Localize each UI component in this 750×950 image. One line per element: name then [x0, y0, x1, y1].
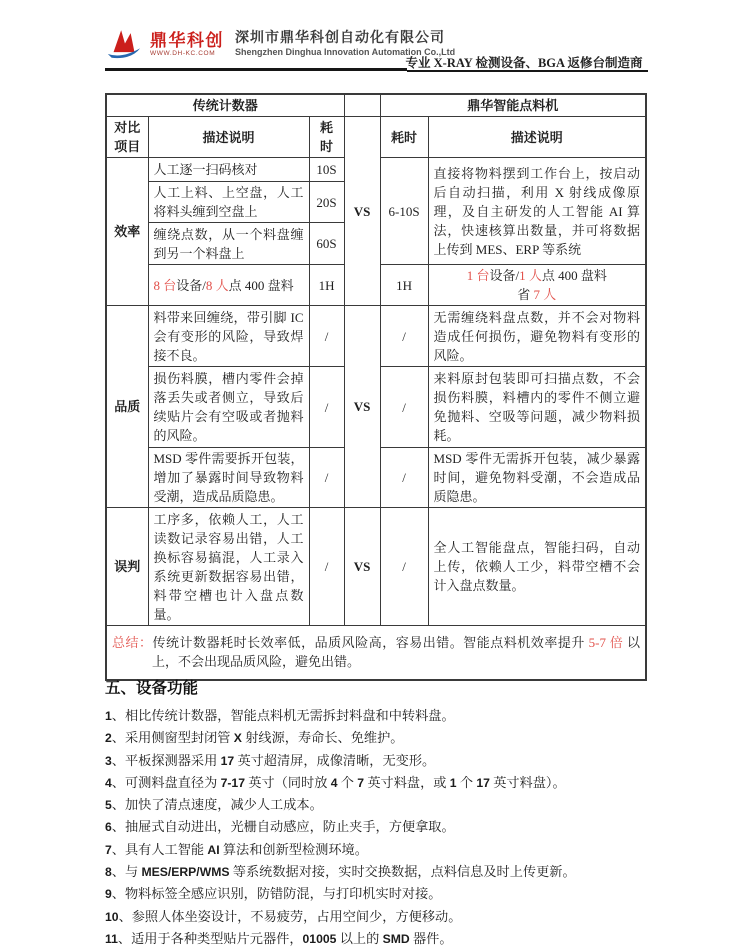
feature-item-3: 3、平板探测器采用 17 英寸超清屏，成像清晰，无变形。	[105, 752, 436, 768]
quality-right-desc-1: 无需缠绕料盘点数，并不会对物料造成任何损伤，避免物料有变形的风险。	[428, 306, 646, 367]
company-tagline: 专业 X-RAY 检测设备、BGA 返修台制造商	[405, 56, 643, 70]
brand-block	[150, 32, 224, 58]
comparison-table	[105, 93, 647, 681]
efficiency-left-desc-1: 人工逐一扫码核对	[148, 158, 309, 182]
feature-item-2: 2、采用侧窗型封闭管 X 射线源，寿命长、免维护。	[105, 730, 404, 746]
summary-text: 总结：传统计数器耗时长效率低，品质风险高，容易出错。智能点料机效率提升 5-7 倍 以上，不会出现品质风险，避免出错。	[112, 635, 640, 670]
brand-name: 鼎华科创	[150, 30, 224, 50]
table-title-dinghua: 鼎华智能点料机	[380, 94, 646, 117]
col-header-desc-right: 描述说明	[428, 117, 646, 158]
efficiency-right-total-line2: 省 7 人	[517, 287, 557, 302]
row-label-misjudge: 误判	[106, 508, 148, 626]
feature-list	[105, 705, 655, 950]
misjudge-left-time: /	[309, 508, 344, 626]
features-section	[105, 676, 655, 950]
feature-item-1: 1、相比传统计数器，智能点料机无需拆封料盘和中转料盘。	[105, 708, 455, 723]
summary-row	[106, 626, 646, 680]
brand-website: WWW.DH-KC.COM	[150, 49, 216, 57]
col-header-time-left: 耗时	[309, 117, 344, 158]
letterhead	[0, 0, 750, 90]
company-logo-icon	[105, 28, 143, 61]
feature-item-8: 8、与 MES/ERP/WMS 等系统数据对接，实时交换数据，点料信息及时上传更新。	[105, 864, 576, 880]
quality-right-desc-3: MSD 零件无需拆开包装，减少暴露时间，避免物料受潮，不会造成品质隐患。	[428, 448, 646, 508]
efficiency-right-total	[428, 265, 646, 306]
header-rule-thick	[105, 68, 407, 71]
misjudge-left-desc: 工序多，依赖人工，人工读数记录容易出错，人工换标容易搞混，人工录入系统更新数据容易出错，料带空槽也计入盘点数量。	[148, 508, 309, 626]
efficiency-right-total-line1: 1 台设备/1 人点 400 盘料	[466, 268, 607, 283]
quality-right-time-3: /	[380, 448, 428, 508]
vs-label-quality: VS	[344, 306, 380, 508]
feature-item-7: 7、具有人工智能 AI 算法和创新型检测环境。	[105, 841, 368, 857]
feature-item-11: 11、适用于各种类型贴片元器件，01005 以上的 SMD 器件。	[105, 930, 453, 946]
quality-left-desc-2: 损伤料膜，槽内零件会掉落丢失或者侧立，导致后续贴片会有空吸或者抛料的风险。	[148, 367, 309, 448]
feature-item-4: 4、可测料盘直径为 7-17 英寸（同时放 4 个 7 英寸料盘，或 1 个 17 英寸料盘）。	[105, 774, 566, 790]
feature-item-9: 9、物料标签全感应识别，防错防混，与打印机实时对接。	[105, 886, 442, 902]
table-title-traditional: 传统计数器	[106, 94, 344, 117]
feature-item-5: 5、加快了清点速度，减少人工成本。	[105, 797, 323, 813]
col-header-desc-left: 描述说明	[148, 117, 309, 158]
quality-left-time-1: /	[309, 306, 344, 367]
company-name-cn: 深圳市鼎华科创自动化有限公司	[235, 31, 445, 47]
misjudge-right-desc: 全人工智能盘点，智能扫码，自动上传，依赖人工少，料带空槽不会计入盘点数量。	[428, 508, 646, 626]
gap-cell	[344, 94, 380, 117]
row-label-quality: 品质	[106, 306, 148, 508]
quality-right-desc-2: 来料原封包装即可扫描点数，不会损伤料膜，料槽内的零件不侧立避免抛料、空吸等问题，减少物料损耗。	[428, 367, 646, 448]
section-heading: 五、设备功能	[105, 680, 199, 697]
feature-item-6: 6、抽屉式自动进出，光栅自动感应，防止夹手，方便拿取。	[105, 819, 455, 835]
quality-left-time-2: /	[309, 367, 344, 448]
quality-left-time-3: /	[309, 448, 344, 508]
company-name-en: Shengzhen Dinghua Innovation Automation Co.,Ltd	[235, 47, 456, 58]
efficiency-left-time-2: 20S	[309, 182, 344, 223]
vs-label-efficiency: VS	[344, 117, 380, 306]
feature-item-10: 10、参照人体坐姿设计，不易疲劳，占用空间少，方便移动。	[105, 908, 462, 924]
efficiency-left-time-3: 60S	[309, 223, 344, 265]
row-label-efficiency: 效率	[106, 158, 148, 306]
vs-label-misjudge: VS	[344, 508, 380, 626]
quality-right-time-1: /	[380, 306, 428, 367]
quality-right-time-2: /	[380, 367, 428, 448]
efficiency-left-total-time: 1H	[309, 265, 344, 306]
efficiency-left-desc-2: 人工上料、上空盘，人工将料头缠到空盘上	[148, 182, 309, 223]
efficiency-left-desc-3: 缠绕点数，从一个料盘缠到另一个料盘上	[148, 223, 309, 265]
col-header-time-right: 耗时	[380, 117, 428, 158]
efficiency-right-time: 6-10S	[380, 158, 428, 265]
efficiency-right-total-time: 1H	[380, 265, 428, 306]
efficiency-left-total: 8 台设备/8 人点 400 盘料	[148, 265, 309, 306]
col-header-compare-item: 对比项目	[106, 117, 148, 158]
efficiency-right-desc: 直接将物料摆到工作台上，按启动后自动扫描，利用 X 射线成像原理，及自主研发的人工智能 AI 算法，快速核算出数量，并可将数据上传到 MES、ERP 等系统	[428, 158, 646, 265]
quality-left-desc-1: 料带来回缠绕，带引脚 IC 会有变形的风险，导致焊接不良。	[148, 306, 309, 367]
quality-left-desc-3: MSD 零件需要拆开包装，增加了暴露时间导致物料受潮，造成品质隐患。	[148, 448, 309, 508]
misjudge-right-time: /	[380, 508, 428, 626]
efficiency-left-time-1: 10S	[309, 158, 344, 182]
